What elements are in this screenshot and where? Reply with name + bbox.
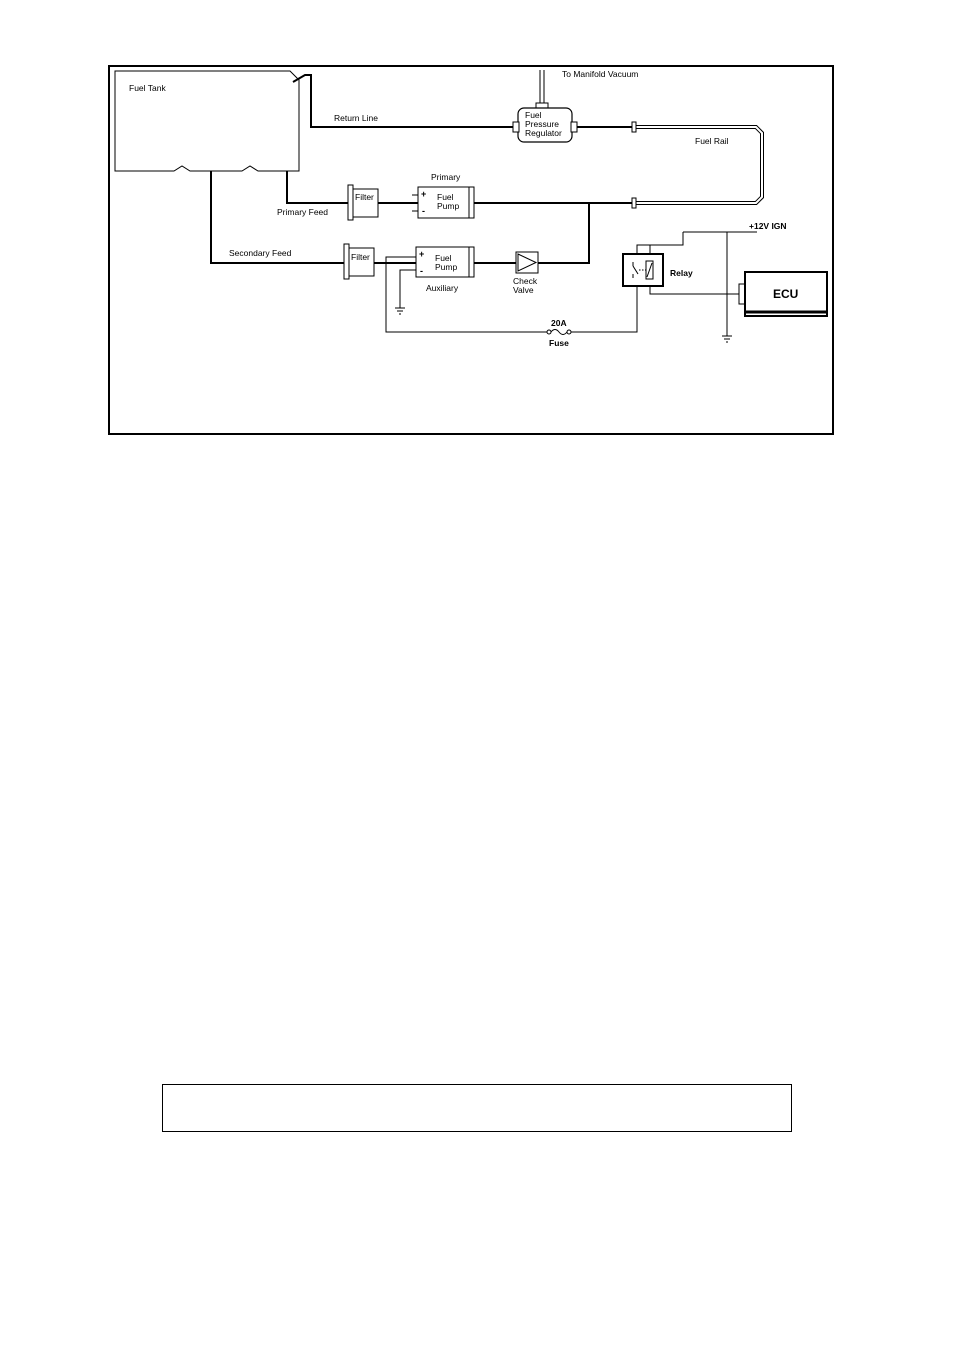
regulator-port-left (513, 122, 519, 132)
relay-supply-wire (637, 232, 683, 254)
fuse-icon (551, 330, 567, 335)
secondary-filter-cap (344, 244, 349, 279)
fuse-terminal-left (547, 330, 551, 334)
check-valve-outlet (538, 203, 589, 263)
primary-filter-label: Filter (355, 192, 374, 202)
fuel-rail-label: Fuel Rail (695, 136, 729, 146)
fuel-rail-end-bottom (632, 198, 636, 208)
ecu-ground-icon (722, 336, 732, 342)
fuel-rail-end-top (632, 122, 636, 132)
primary-pump-minus: - (422, 206, 425, 216)
auxiliary-pump-label-1: Fuel (435, 253, 452, 263)
secondary-filter-label: Filter (351, 252, 370, 262)
regulator-label-1: Fuel (525, 110, 542, 120)
auxiliary-pump-plus: + (419, 249, 425, 259)
primary-feed-line (287, 171, 348, 203)
auxiliary-pump-minus: - (420, 266, 423, 276)
auxiliary-pump-minus-wire (400, 270, 416, 308)
ecu-label: ECU (773, 287, 799, 301)
return-line-label: Return Line (334, 113, 378, 123)
fuse-label: Fuse (549, 338, 569, 348)
return-line (293, 75, 514, 127)
regulator-label-3: Regulator (525, 128, 562, 138)
primary-filter-cap (348, 185, 353, 220)
fuse-to-relay-wire (571, 286, 637, 332)
primary-pump-label-1: Fuel (437, 192, 454, 202)
fuse-terminal-right (567, 330, 571, 334)
primary-feed-label: Primary Feed (277, 207, 329, 217)
ign-label: +12V IGN (749, 221, 787, 231)
primary-pump-title: Primary (431, 172, 461, 182)
check-valve-label-1: Check (513, 276, 538, 286)
regulator-label-2: Pressure (525, 119, 560, 129)
auxiliary-pump-title: Auxiliary (426, 283, 459, 293)
manifold-vacuum-label: To Manifold Vacuum (562, 69, 639, 79)
auxiliary-pump-label-2: Pump (435, 262, 458, 272)
relay-label: Relay (670, 268, 693, 278)
fuse-rating: 20A (551, 318, 567, 328)
fuel-tank-label: Fuel Tank (129, 83, 166, 93)
pump-ground-icon (395, 308, 405, 314)
caption-box (162, 1084, 792, 1132)
relay-to-ecu-wire (650, 286, 739, 294)
primary-pump-label-2: Pump (437, 201, 460, 211)
primary-pump-plus: + (421, 189, 427, 199)
check-valve-label-2: Valve (513, 285, 534, 295)
regulator-port-right (571, 122, 577, 132)
secondary-feed-label: Secondary Feed (229, 248, 292, 258)
